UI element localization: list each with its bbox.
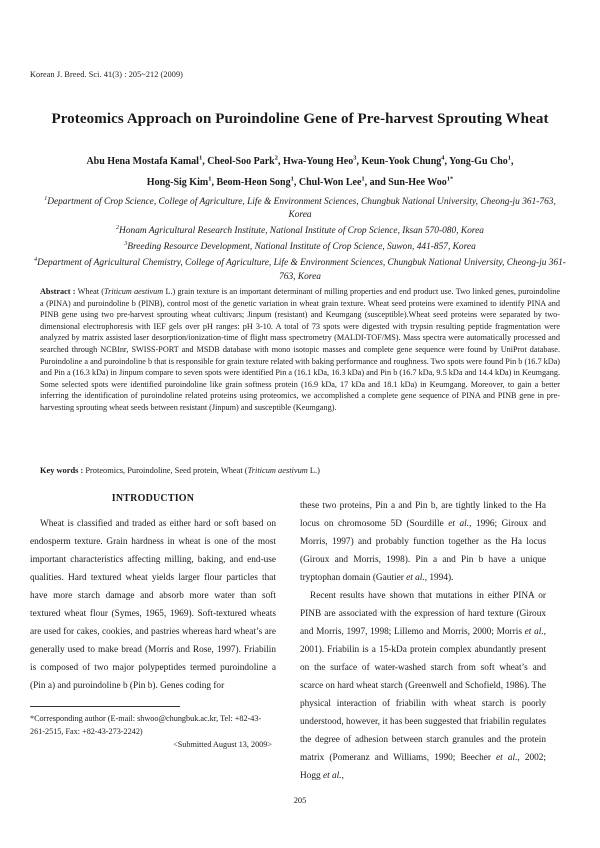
species-name: Triticum aestivum [247, 466, 308, 475]
submission-date: <Submitted August 13, 2009> [173, 740, 272, 749]
corresponding-author-footnote: *Corresponding author (E-mail: shwoo@chungbuk.ac.kr, Tel: +82-43-261-2515, Fax: +82-43-273-2242) [30, 714, 262, 736]
section-heading-introduction: INTRODUCTION [111, 493, 195, 504]
author: Cheol-Soo Park$^2$, [207, 155, 283, 168]
abstract-label: Abstract : [40, 287, 76, 296]
body-paragraph: these two proteins, Pin a and Pin b, are tightly linked to the Ha locus on chromosome 5D (Sourdille et al., 1996; Giroux and Morris, 1997) and probably function together as the Ha locus (Giroux and Morris, 1998). Pin a and Pin b have a unique tryptophan domain (Gautier et al., 1994). [300, 501, 546, 583]
author: Hwa-Young Heo$^3$, [282, 155, 362, 168]
author: Hong-Sig Kim$^1$, [146, 175, 217, 188]
author: Chul-Won Lee$^1$, and [298, 175, 389, 188]
footnote-divider [30, 706, 180, 707]
affiliation-list [32, 193, 568, 284]
affiliation: $^4$Department of Agricultural Chemistry, College of Agriculture, Life & Environment Sciences, Chungbuk National University, Cheong-ju 361-763, Korea [34, 257, 566, 282]
affiliation: $^3$Breeding Resource Development, National Institute of Crop Science, Suwon, 441-857, Korea [124, 241, 476, 253]
body-paragraph: Recent results have shown that mutations in either PINA or PINB are associated with the expression of hard texture (Giroux and Morris, 1997, 1998; Lillemo and Morris, 2000; Morris et al., 2001). Friabilin is a 15-kDa protein complex abundantly present on the surface of water-washed starch from soft wheat’s and scarce on hard wheat starch (Greenwell and Schofield, 1986). The physical interaction of friabilin with wheat starch is poorly understood, however, it has been suggested that friabilin regulates the degree of adhesion between starch granules and the protein matrix (Pomeranz and Williams, 1990; Beecher et al., 2002; Hogg et al., [300, 591, 547, 781]
body-paragraph: Wheat is classified and traded as either hard or soft based on endosperm texture. Grain hardness in wheat is one of the most important characteristics affecting milling, baking, and end-use qualities. Hard textured wheat yields larger flour particles that have more starch damage and absorb more water than soft textured wheat flour (Symes, 1965, 1969). Soft-textured wheats are used for cakes, cookies, and pastries whereas hard wheat’s are generally used to make bread (Morris and Rose, 1997). Friabilin is composed of two major polypeptides termed puroindoline a (Pin a) and puroindoline b (Pin b). Genes coding for [30, 519, 276, 691]
page-number: 205 [293, 796, 307, 805]
author: Beom-Heon Song$^1$, [216, 175, 299, 188]
author-list [40, 150, 560, 191]
journal-citation: Korean J. Breed. Sci. 41(3) : 205~212 (2009) [30, 70, 183, 79]
author: Yong-Gu Cho$^1$, [449, 155, 514, 168]
affiliation: $^2$Honam Agricultural Research Institute, National Institute of Crop Science, Iksan 570-080, Korea [116, 225, 484, 237]
right-column [300, 497, 546, 785]
species-name: Triticum aestivum [104, 287, 164, 296]
author: Keun-Yook Chung$^4$, [361, 155, 450, 168]
affiliation: $^1$Department of Crop Science, College of Agriculture, Life & Environment Sciences, Chungbuk National University, Cheong-ju 361-763, Korea [44, 196, 556, 221]
keywords-label: Key words : [40, 466, 84, 475]
author: Abu Hena Mostafa Kamal$^1$, [86, 155, 208, 168]
paper-title: Proteomics Approach on Puroindoline Gene of Pre-harvest Sprouting Wheat [51, 111, 549, 127]
keywords: Key words : Proteomics, Puroindoline, Seed protein, Wheat (Triticum aestivum L.) [40, 466, 320, 475]
left-column [30, 515, 276, 695]
abstract: Abstract : Wheat (Triticum aestivum L.) grain texture is an important determinant of milling properties and end product use. Two linked genes, puroindoline a (PINA) and puroindoline b (PINB), control most of the genetic variation in wheat grain texture. Wheat seed proteins were examined to identify PINA and PINB gene using two pre-harvest sprouting wheat cultivars; Jinpum (resistant) and Keumgang (susceptible).Wheat seed proteins were separated by two-dimensional electrophoresis with IEF gels over pH ranges: pH 3-10. A total of 73 spots were digested with trypsin resulting peptide fragmentation were analyzed by matrix assisted laser desorption/ionization-time of flight mass spectrometry (MALDI-TOF/MS). Mass spectra were automatically processed and searched through NCBInr, SWISS-PORT and MSDB database with mono isotopic masses and complete gene sequence were found by UniProt database. Puroindoline a and puroindoline b that is responsible for grain texture related with baking performance and roughness. Two spots were found Pin b (16.7 kDa) and Pin a (16.3 kDa) in Jinpum compare to seven spots were identified Pin a (16.1 kDa, 16.3 kDa) and Pin b (16.7 kDa, 9.5 kDa and 14.4 kDa) in Keumgang. Some selected spots were identified puroindoline like grain softness protein (16.9 kDa, 17 kDa and 18.1 kDa) in Keumgang. Moreover, to gain a better inferring the identification of puroindoline related proteins using proteomics, we accomplished a complete gene sequence of PINA and PINB gene in pre-harvesting sprouting wheat seeds between resistant (Jinpum) and susceptible (Keumgang). [40, 287, 560, 412]
author: Sun-Hee Woo$^{1*}$ [388, 175, 454, 188]
